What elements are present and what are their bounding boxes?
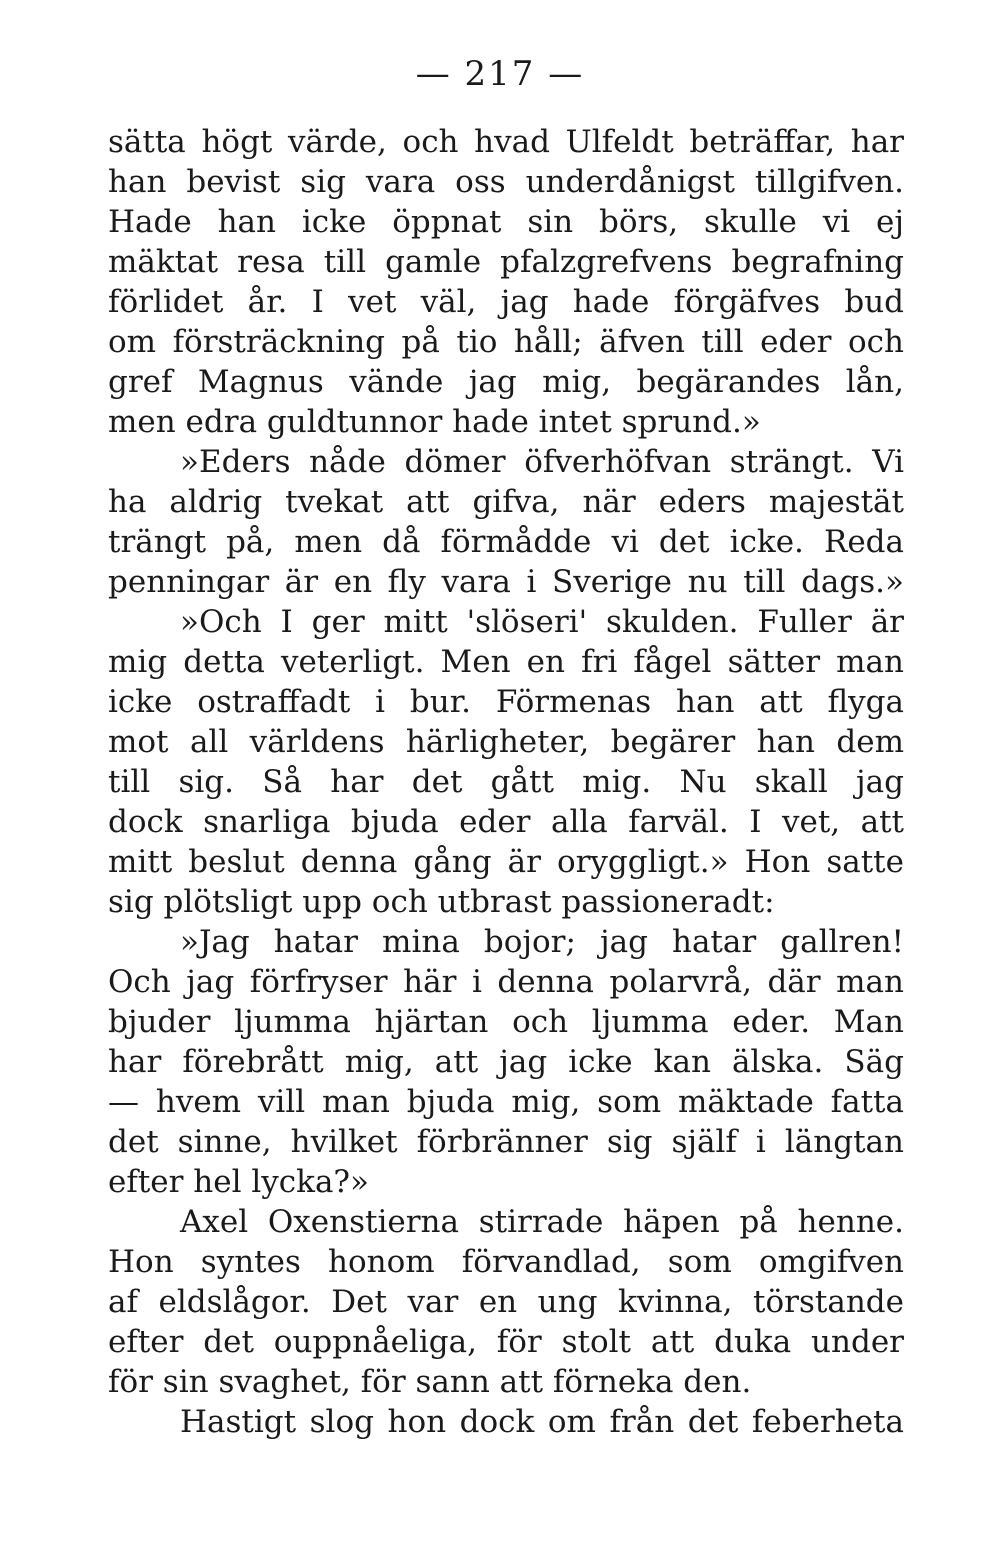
text-line: mot all världens härligheter, begärer han dem <box>108 724 904 760</box>
text-line: det sinne, hvilket förbränner sig själf i längtan <box>108 1124 904 1160</box>
text-line: Hon syntes honom förvandlad, som omgifven <box>108 1244 904 1280</box>
text-line: Hastigt slog hon dock om från det feberheta <box>180 1404 904 1440</box>
text-line: för sin svaghet, för sann att förneka den. <box>108 1364 752 1400</box>
text-line: — hvem vill man bjuda mig, som mäktade fatta <box>108 1084 904 1120</box>
text-line: om försträckning på tio håll; äfven till eder och <box>108 324 904 360</box>
text-line: penningar är en fly vara i Sverige nu till dags.» <box>108 564 904 600</box>
text-line: af eldslågor. Det var en ung kvinna, törstande <box>108 1284 904 1320</box>
text-line: han bevist sig vara oss underdånigst tillgifven. <box>108 164 904 200</box>
text-line: Hade han icke öppnat sin börs, skulle vi ej <box>108 204 904 240</box>
text-line: bjuder ljumma hjärtan och ljumma eder. Man <box>108 1004 904 1040</box>
text-line: »Jag hatar mina bojor; jag hatar gallren! <box>180 924 904 960</box>
text-line: gref Magnus vände jag mig, begärandes lån, <box>108 364 904 400</box>
text-line: ha aldrig tvekat att gifva, när eders majestät <box>108 484 904 520</box>
text-line: Och jag förfryser här i denna polarvrå, där man <box>108 964 904 1000</box>
text-line: förlidet år. I vet väl, jag hade förgäfves bud <box>108 284 904 320</box>
text-line: mig detta veterligt. Men en fri fågel sätter man <box>108 644 904 680</box>
text-line: mitt beslut denna gång är oryggligt.» Hon satte <box>108 844 904 880</box>
text-line: »Eders nåde dömer öfverhöfvan strängt. Vi <box>180 444 904 480</box>
page-number: — 217 — <box>415 54 585 94</box>
text-line: sätta högt värde, och hvad Ulfeldt beträffar, har <box>108 124 904 160</box>
text-line: till sig. Så har det gått mig. Nu skall jag <box>108 764 904 800</box>
text-line: efter hel lycka?» <box>108 1164 370 1200</box>
text-line: »Och I ger mitt 'slöseri' skulden. Fuller är <box>180 604 904 640</box>
body-text <box>108 122 904 1442</box>
text-line: dock snarliga bjuda eder alla farväl. I vet, att <box>108 804 904 840</box>
text-line: sig plötsligt upp och utbrast passioneradt: <box>108 884 775 920</box>
text-line: mäktat resa till gamle pfalzgrefvens begrafning <box>108 244 904 280</box>
text-line: men edra guldtunnor hade intet sprund.» <box>108 404 761 440</box>
text-line: icke ostraffadt i bur. Förmenas han att flyga <box>108 684 904 720</box>
text-line: Axel Oxenstierna stirrade häpen på henne. <box>180 1204 904 1240</box>
text-line: har förebrått mig, att jag icke kan älska. Säg <box>108 1044 904 1080</box>
text-line: trängt på, men då förmådde vi det icke. Reda <box>108 524 904 560</box>
text-line: efter det ouppnåeliga, för stolt att duka under <box>108 1324 904 1360</box>
